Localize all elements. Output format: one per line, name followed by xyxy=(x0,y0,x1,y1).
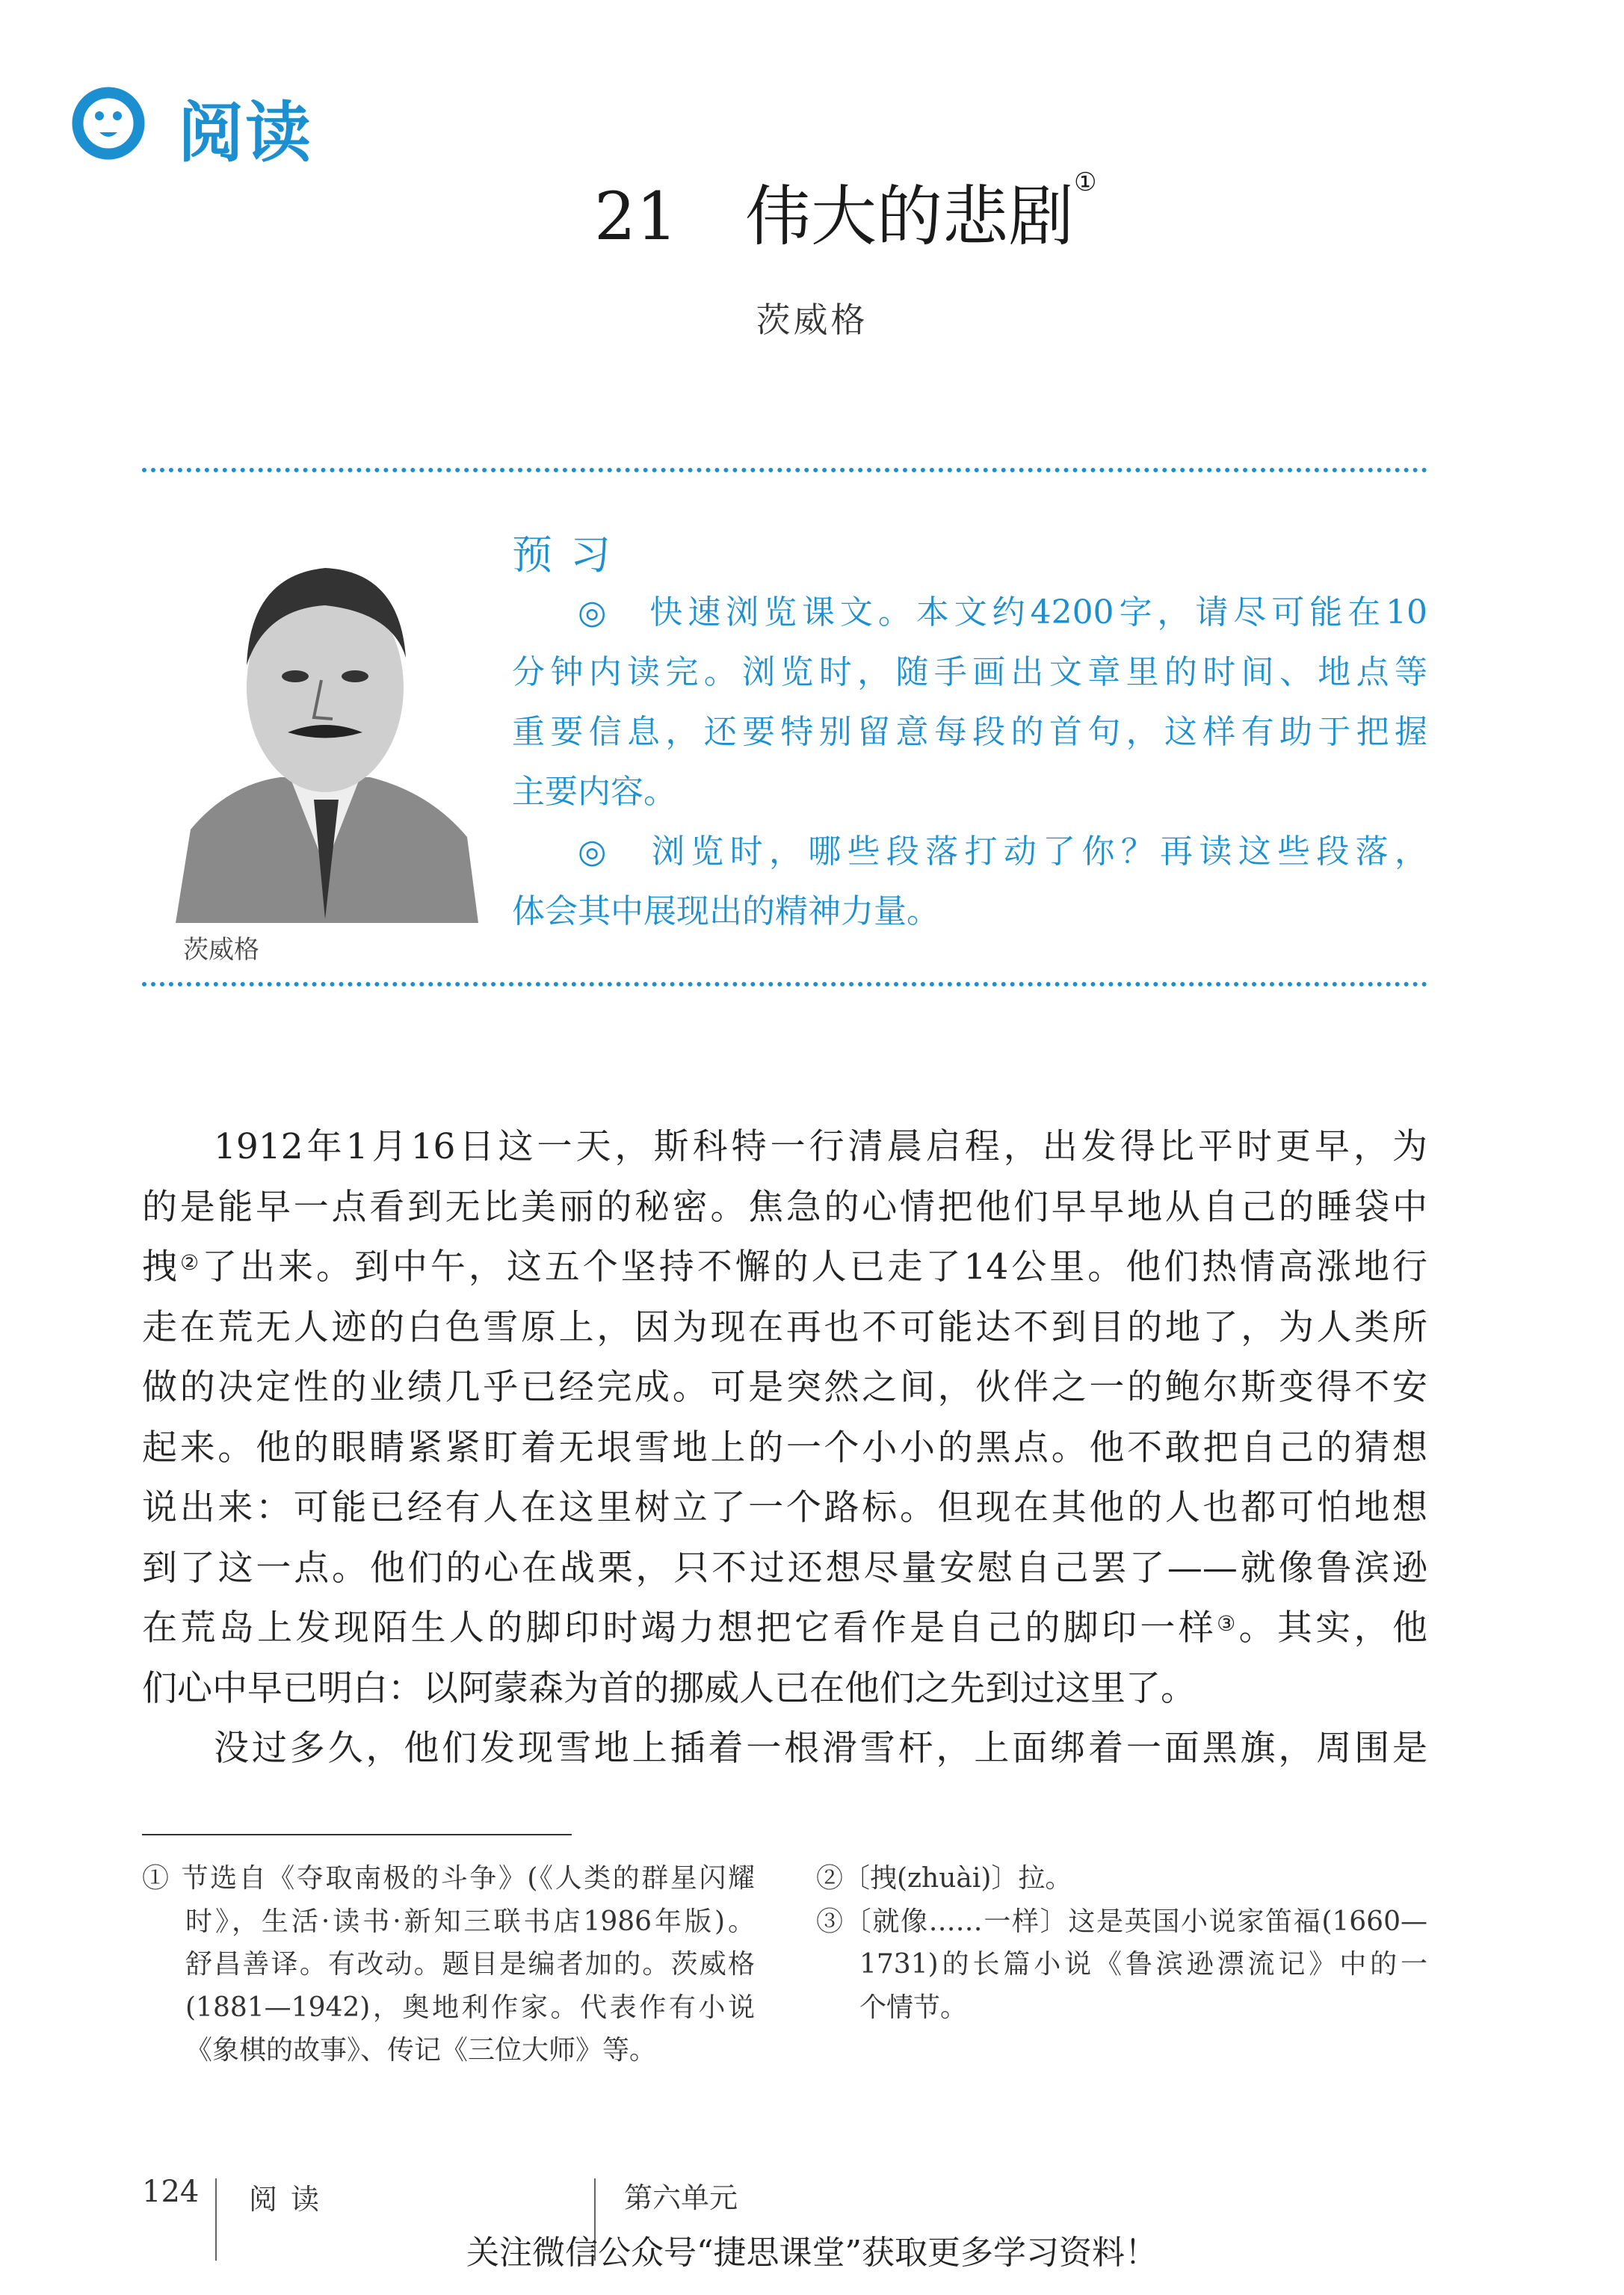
footnotes-right xyxy=(816,1857,1427,2029)
text: 没过多久，他们发现雪地上插着一根滑雪杆，上面绑着一面黑旗，周围是 xyxy=(214,1728,1427,1769)
text: 走在荒无人迹的白色雪原上，因为现在再也不可能达不到目的地了，为人类所 xyxy=(142,1306,1427,1348)
text-line xyxy=(142,1298,1427,1359)
preview-line: 重要信息，还要特别留意每段的首句，这样有助于把握 xyxy=(512,713,1427,751)
text: 起来。他的眼睛紧紧盯着无垠雪地上的一个小小的黑点。他不敢把自己的猜想 xyxy=(142,1427,1427,1468)
preview-heading: 预习 xyxy=(512,531,629,578)
text: 拽 xyxy=(142,1247,180,1288)
preview-section xyxy=(512,583,1427,942)
text-line xyxy=(142,1719,1427,1779)
preview-line: ◎ 快速浏览课文。本文约4200字，请尽可能在10 xyxy=(578,593,1427,631)
footnote-line: 1731)的长篇小说《鲁滨逊漂流记》中的一 xyxy=(859,1949,1427,1980)
footnote-line: ②〔拽(zhuài)〕拉。 xyxy=(816,1863,1072,1894)
footnote-line: 《象棋的故事》、传记《三位大师》等。 xyxy=(185,2035,657,2066)
footnote-line: 个情节。 xyxy=(859,1992,968,2023)
footnote-marker[interactable]: ② xyxy=(179,1250,203,1275)
footnote-marker[interactable]: ③ xyxy=(1217,1611,1239,1636)
preview-line: 主要内容。 xyxy=(512,773,676,811)
footer-unit: 第六单元 xyxy=(624,2181,738,2214)
lesson-title xyxy=(594,164,1096,259)
author-portrait xyxy=(168,516,482,923)
preview-line: ◎ 浏览时，哪些段落打动了你？再读这些段落， xyxy=(578,833,1427,871)
dotted-divider xyxy=(142,982,1427,986)
text-line xyxy=(142,1539,1427,1599)
text: 。其实，他 xyxy=(1238,1607,1428,1649)
text: 的是能早一点看到无比美丽的秘密。焦急的心情把他们早早地从自己的睡袋中 xyxy=(142,1186,1427,1228)
footnotes-left xyxy=(142,1857,755,2072)
text: 说出来：可能已经有人在这里树立了一个路标。但现在其他的人也都可怕地想 xyxy=(142,1487,1427,1528)
smiley-icon xyxy=(71,86,146,161)
footnote-marker[interactable]: ① xyxy=(1074,167,1097,197)
body-text xyxy=(142,1117,1427,1779)
text-line xyxy=(142,1478,1427,1539)
footnote-line: ① 节选自《夺取南极的斗争》(《人类的群星闪耀 xyxy=(142,1863,755,1894)
dotted-divider xyxy=(142,468,1427,472)
preview-line: 分钟内读完。浏览时，随手画出文章里的时间、地点等 xyxy=(512,653,1427,691)
footnote-line: 时》，生活·读书·新知三联书店1986年版)。 xyxy=(185,1906,755,1937)
page-number: 124 xyxy=(142,2175,200,2209)
text: 1912年1月16日这一天，斯科特一行清晨启程，出发得比平时更早，为 xyxy=(214,1126,1427,1167)
text-line xyxy=(142,1178,1427,1238)
text-line xyxy=(142,1659,1427,1720)
footnote-line: ③〔就像……一样〕这是英国小说家笛福(1660— xyxy=(816,1906,1427,1937)
lesson-title-text: 伟大的悲剧 xyxy=(744,178,1074,255)
preview-line: 体会其中展现出的精神力量。 xyxy=(512,892,939,930)
text-line xyxy=(142,1358,1427,1418)
author-name: 茨威格 xyxy=(756,300,868,340)
text-line xyxy=(142,1238,1427,1298)
promo-notice: 关注微信公众号“捷思课堂”获取更多学习资料！ xyxy=(466,2234,1158,2272)
portrait-caption: 茨威格 xyxy=(183,935,259,965)
footnote-line: 舒昌善译。有改动。题目是编者加的。茨威格 xyxy=(185,1949,755,1980)
text-line xyxy=(142,1418,1427,1479)
text: 到了这一点。他们的心在战栗，只不过还想尽量安慰自己罢了——就像鲁滨逊 xyxy=(142,1547,1427,1589)
section-heading: 阅读 xyxy=(178,94,313,171)
text-line xyxy=(142,1117,1427,1178)
text: 在荒岛上发现陌生人的脚印时竭力想把它看作是自己的脚印一样 xyxy=(142,1607,1217,1649)
text: 了出来。到中午，这五个坚持不懈的人已走了14公里。他们热情高涨地行 xyxy=(202,1247,1428,1288)
text-line xyxy=(142,1599,1427,1659)
lesson-number: 21 xyxy=(594,178,678,255)
text: 们心中早已明白：以阿蒙森为首的挪威人已在他们之先到过这里了。 xyxy=(142,1667,1196,1709)
text: 做的决定性的业绩几乎已经完成。可是突然之间，伙伴之一的鲍尔斯变得不安 xyxy=(142,1367,1427,1408)
footnote-divider xyxy=(142,1834,572,1835)
footnote-line: (1881—1942)，奥地利作家。代表作有小说 xyxy=(185,1992,755,2023)
footer-section: 阅读 xyxy=(249,2183,333,2216)
